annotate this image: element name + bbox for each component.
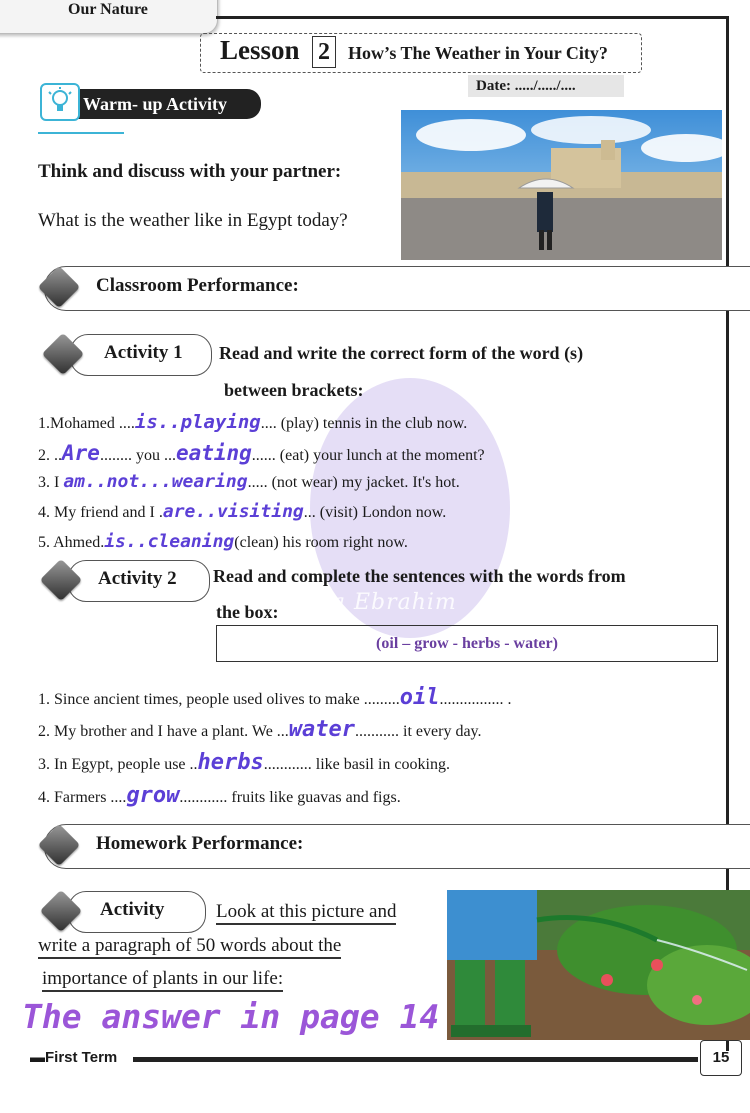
footer-term: ▬First Term <box>30 1049 118 1066</box>
lesson-word: Lesson <box>220 35 300 65</box>
activity2-instruction-1: Read and complete the sentences with the words from <box>213 566 626 586</box>
activity1-label: Activity 1 <box>104 342 183 363</box>
warmup-label: Warm- up Activity <box>77 89 261 119</box>
activity1-item-1: 1.Mohamed ....is..playing.... (play) tennis in the club now. <box>38 411 468 433</box>
answer-text: herbs <box>197 750 264 775</box>
answer-text: are..visiting <box>162 501 304 522</box>
lesson-title: How’s The Weather in Your City? <box>348 43 608 63</box>
answer-text: am..not...wearing <box>63 471 248 492</box>
footer-rule <box>133 1057 698 1062</box>
lesson-number: 2 <box>312 36 336 68</box>
citadel-weather-photo <box>401 110 722 260</box>
answer-text: eating <box>175 441 252 465</box>
activity1-instruction-2: between brackets: <box>224 380 364 400</box>
top-rule <box>216 16 728 19</box>
activity2-item-3: 3. In Egypt, people use ..herbs............ like basil in cooking. <box>38 750 450 775</box>
answer-text: water <box>288 717 356 742</box>
answer-text: grow <box>126 783 180 808</box>
homework-instruction-2: write a paragraph of 50 words about the <box>38 935 341 959</box>
activity2-item-1: 1. Since ancient times, people used olives to make .........oil................ . <box>38 685 512 710</box>
classroom-section-title: Classroom Performance: <box>96 275 299 296</box>
activity1-item-2: 2. ..Are........ you ...eating...... (eat) your lunch at the moment? <box>38 441 485 465</box>
unit-title: Our Nature <box>68 1 148 18</box>
answer-text: is..cleaning <box>104 531 235 552</box>
answer-text: oil <box>399 685 440 710</box>
homework-instruction-3: importance of plants in our life: <box>42 968 283 992</box>
activity1-item-4: 4. My friend and I .are..visiting... (visit) London now. <box>38 501 447 522</box>
answer-text: Are <box>62 441 100 465</box>
lightbulb-icon <box>40 83 80 121</box>
warmup-underline <box>38 132 124 134</box>
activity1-instruction-1: Read and write the correct form of the word (s) <box>219 343 584 363</box>
page-number: 15 <box>700 1040 742 1076</box>
answer-note: The answer in page 14 <box>22 997 440 1036</box>
activity2-item-4: 4. Farmers ....grow............ fruits like guavas and figs. <box>38 783 401 808</box>
date-field: Date: ...../...../.... <box>468 75 624 97</box>
activity1-item-3: 3. I am..not...wearing..... (not wear) my jacket. It's hot. <box>38 471 460 492</box>
activity2-label: Activity 2 <box>98 568 177 589</box>
warmup-question: What is the weather like in Egypt today? <box>38 210 348 231</box>
answer-text: is..playing <box>134 411 261 433</box>
activity2-instruction-2: the box: <box>216 602 279 622</box>
word-box: (oil – grow - herbs - water) <box>216 625 718 662</box>
homework-section-title: Homework Performance: <box>96 833 304 854</box>
activity1-item-5: 5. Ahmed.is..cleaning(clean) his room right now. <box>38 531 408 552</box>
watermark-text: Dina Ebrahim <box>290 590 457 615</box>
warmup-prompt: Think and discuss with your partner: <box>38 161 342 182</box>
homework-activity-label: Activity <box>100 899 165 920</box>
homework-instruction-1: Look at this picture and <box>216 901 396 925</box>
watering-plants-photo <box>447 890 750 1040</box>
activity2-item-2: 2. My brother and I have a plant. We ...water........... it every day. <box>38 717 482 742</box>
